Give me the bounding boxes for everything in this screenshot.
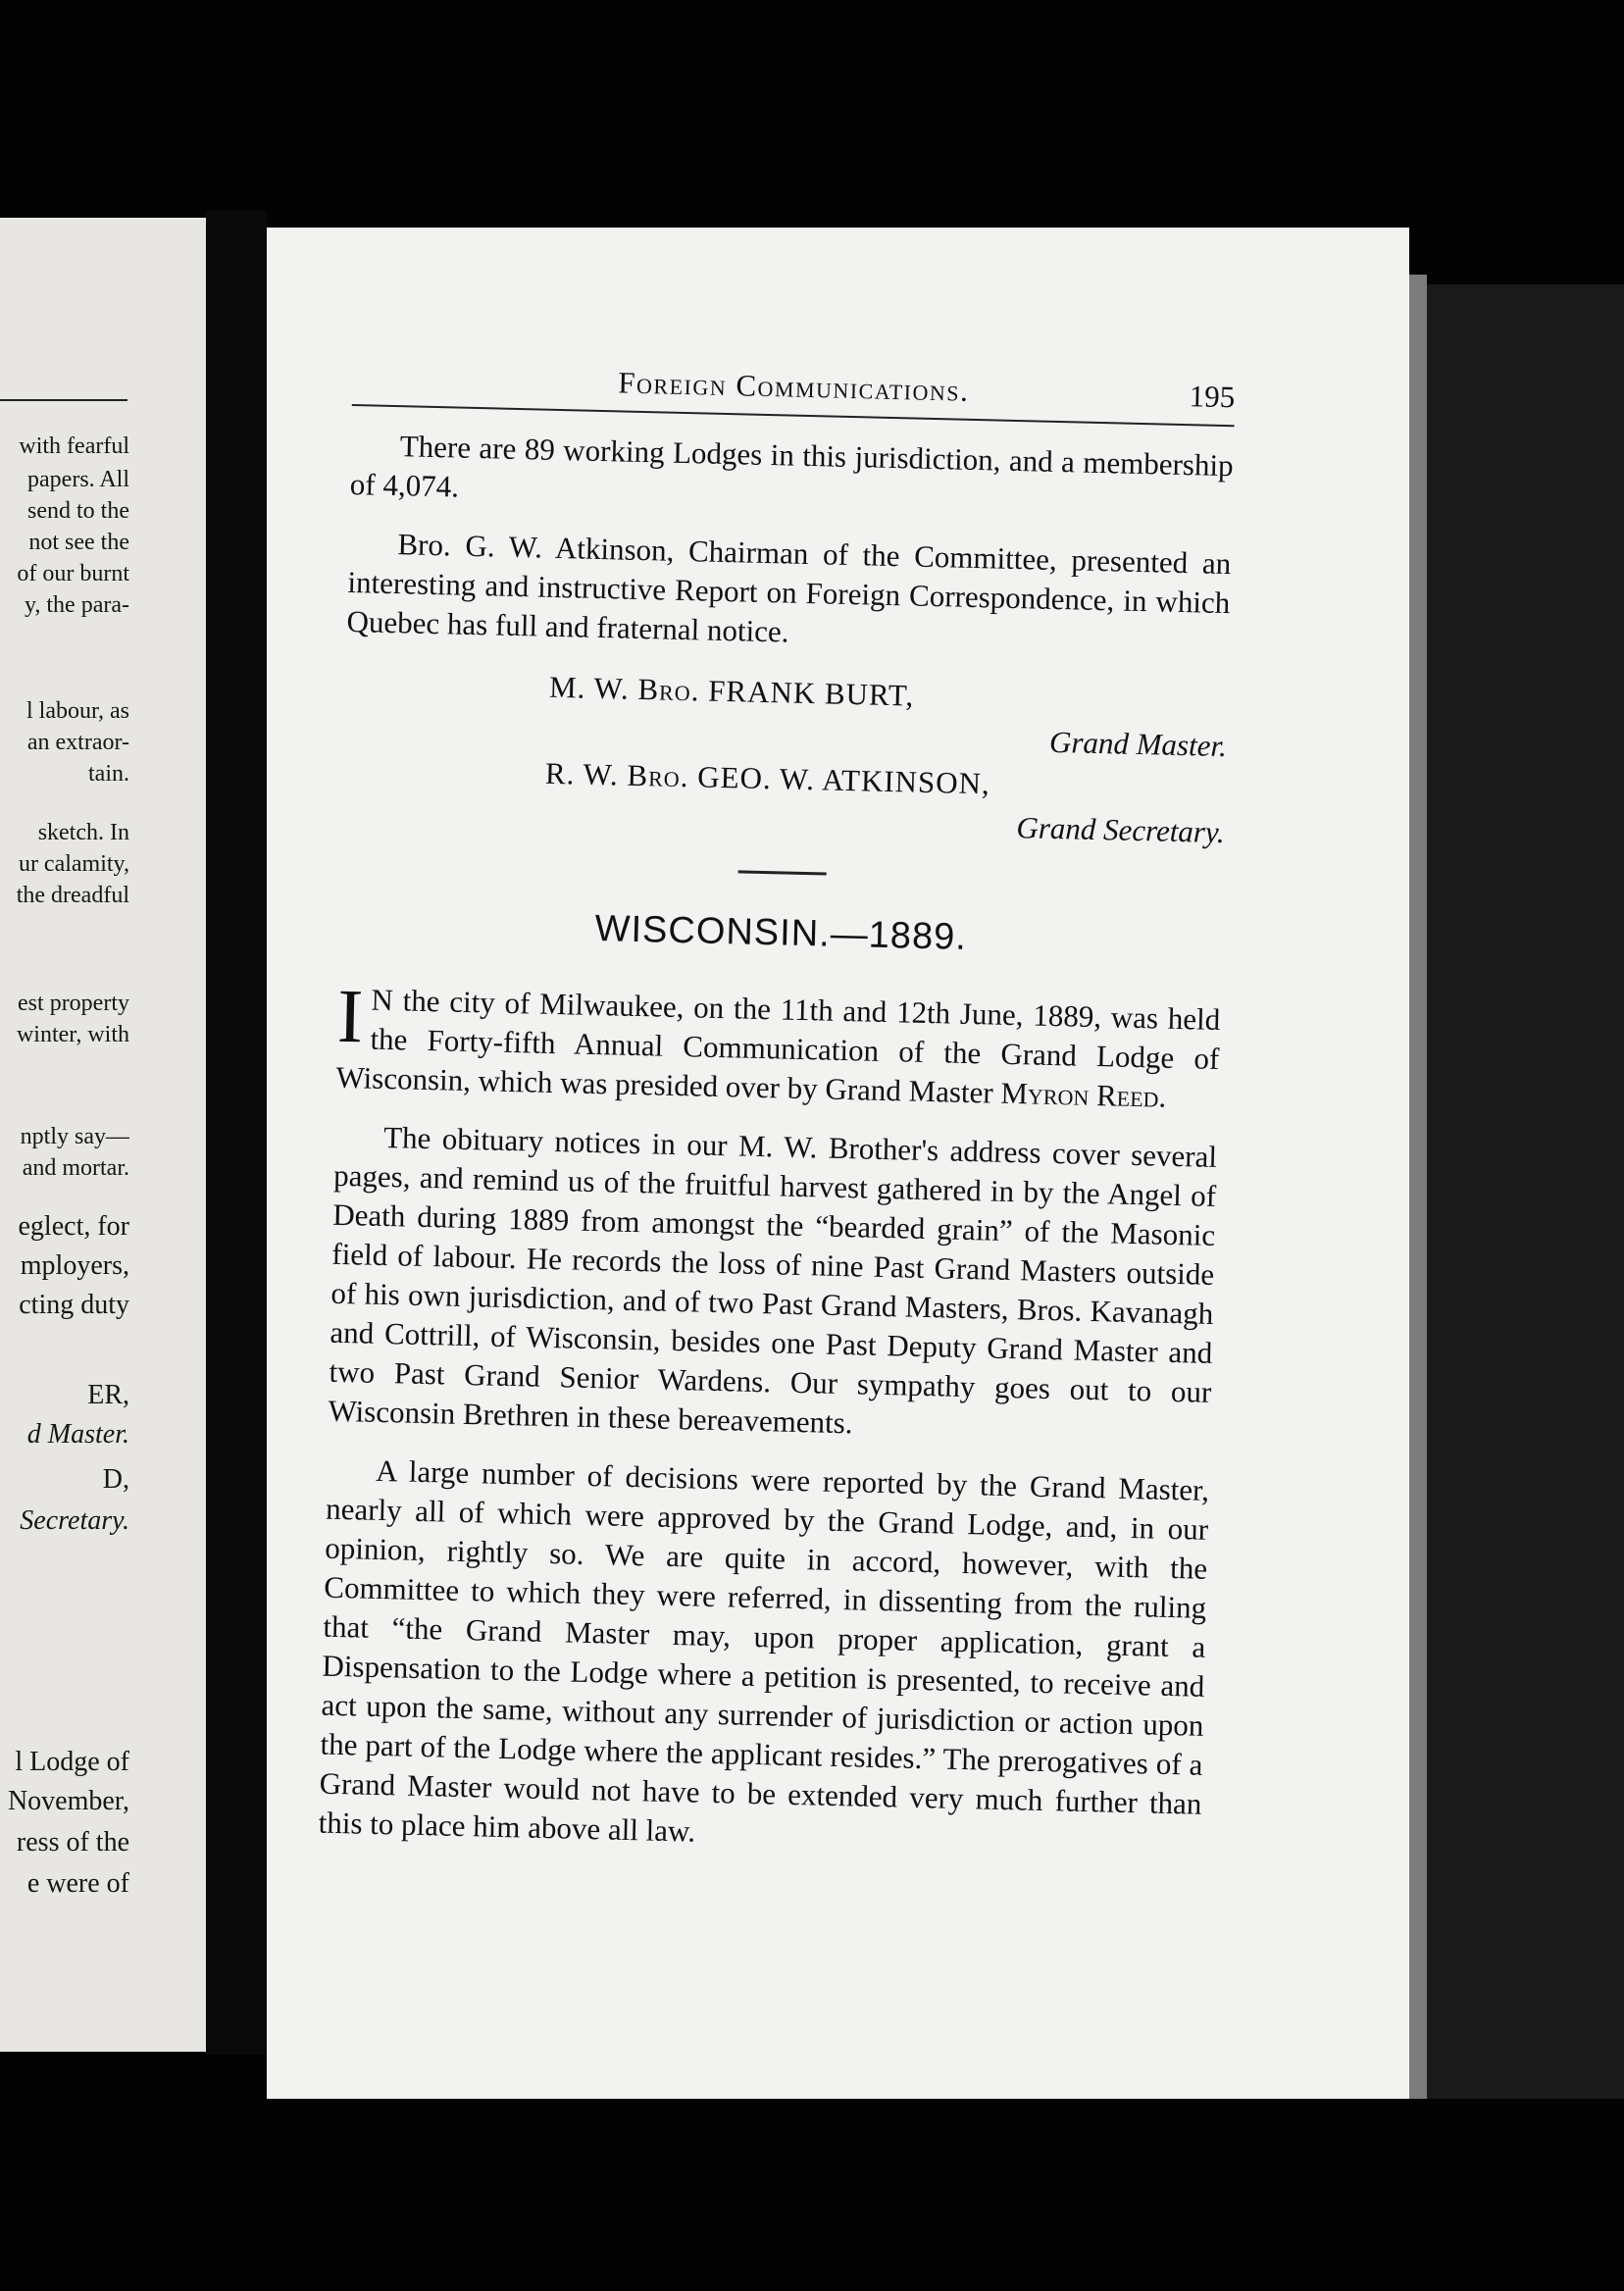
left-line: eglect, for [18, 1211, 129, 1242]
signature-prefix: R. W. Bro. [544, 755, 689, 794]
left-line: Secretary. [20, 1505, 129, 1536]
left-line: y, the para- [24, 592, 129, 618]
left-line: and mortar. [22, 1155, 129, 1181]
grand-secretary-title: Grand Secretary. [1016, 810, 1226, 850]
left-line: November, [7, 1786, 129, 1816]
left-page-text [0, 218, 129, 2052]
drop-cap: I [336, 972, 365, 1059]
left-line: d Master. [26, 1419, 129, 1450]
report-paragraph: Bro. G. W. Atkinson, Chairman of the Committee, presented an interesting and instructive Report on Foreign Correspondence, in which Quebec has full and fraternal notice. [346, 527, 1232, 649]
left-line: cting duty [19, 1290, 129, 1320]
left-line: l labour, as [25, 698, 129, 724]
left-line: tain. [88, 761, 129, 787]
left-line: papers. All [27, 467, 129, 492]
left-line: ER, [87, 1380, 129, 1410]
page-stack [1427, 284, 1624, 2099]
left-line: D, [102, 1464, 129, 1495]
page-content [318, 355, 1236, 1883]
left-line: est property [18, 991, 129, 1016]
signature-prefix: M. W. Bro. [548, 669, 700, 708]
left-line: l Lodge of [15, 1747, 129, 1777]
left-line: of our burnt [17, 561, 129, 586]
page-header [352, 355, 1236, 425]
membership-paragraph: There are 89 working Lodges in this jurisdiction, and a membership of 4,074. [349, 429, 1235, 504]
section-heading: WISCONSIN.—1889. [594, 907, 968, 958]
left-line: with fearful [19, 433, 129, 459]
page-number: 195 [1189, 379, 1236, 415]
grand-master-title: Grand Master. [1048, 724, 1228, 764]
left-line: ur calamity, [18, 851, 129, 877]
left-line: sketch. In [37, 820, 129, 845]
left-line: not see the [28, 530, 129, 555]
left-line: the dreadful [16, 883, 129, 908]
left-facing-page [0, 218, 228, 2052]
left-line: an extraor- [26, 730, 129, 755]
left-line: ress of the [16, 1827, 129, 1858]
opening-text: N the city of Milwaukee, on the 11th and 12th June, 1889, was held the Forty-fifth Annual Communication of the Grand Lodge of Wisconsin, which was presided over by Grand Master [335, 982, 1221, 1110]
decisions-paragraph: A large number of decisions were reported by the Grand Master, nearly all of which were approved by the Grand Lodge, and, in our opinion, rightly so. We are quite in accord, however, with the Committee to which they were referred, in dissenting from the ruling that “the Grand Master may, upon proper application, grant a Dispensation to the Lodge where a petition is presented, to receive and act upon the same, without any surrender of jurisdiction or action upon the part of the Lodge where the applicant resides.” The prerogatives of a Grand Master would not have to be extended very much further than this to place him above all law. [318, 1452, 1210, 1849]
running-title: Foreign Communications. [617, 365, 970, 408]
book-gutter [206, 211, 267, 2055]
left-line: send to the [27, 498, 129, 524]
signature-name: GEO. W. ATKINSON, [696, 759, 991, 801]
main-page [267, 228, 1409, 2099]
page-edge [1409, 275, 1427, 2099]
grand-master-name: Myron Reed. [1000, 1075, 1167, 1114]
left-line: nptly say— [20, 1124, 129, 1149]
left-line: winter, with [16, 1022, 129, 1047]
left-line: e were of [26, 1868, 129, 1899]
left-line: mployers, [20, 1250, 129, 1281]
section-divider [738, 870, 827, 875]
opening-paragraph [335, 972, 1221, 1118]
obituary-paragraph: The obituary notices in our M. W. Brother's address cover several pages, and remind us of the fruitful harvest gathered in by the Angel of Death during 1889 from amongst the “bearded grain” of the Masonic field of labour. He records the loss of nine Past Grand Masters outside of his own jurisdiction, and of two Past Grand Masters, Bros. Kavanagh and Cottrill, of Wisconsin, besides one Past Deputy Grand Master and two Past Grand Senior Wardens. Our sympathy goes out to our Wisconsin Brethren in these bereavements. [328, 1119, 1218, 1441]
signature-name: FRANK BURT, [707, 673, 915, 713]
